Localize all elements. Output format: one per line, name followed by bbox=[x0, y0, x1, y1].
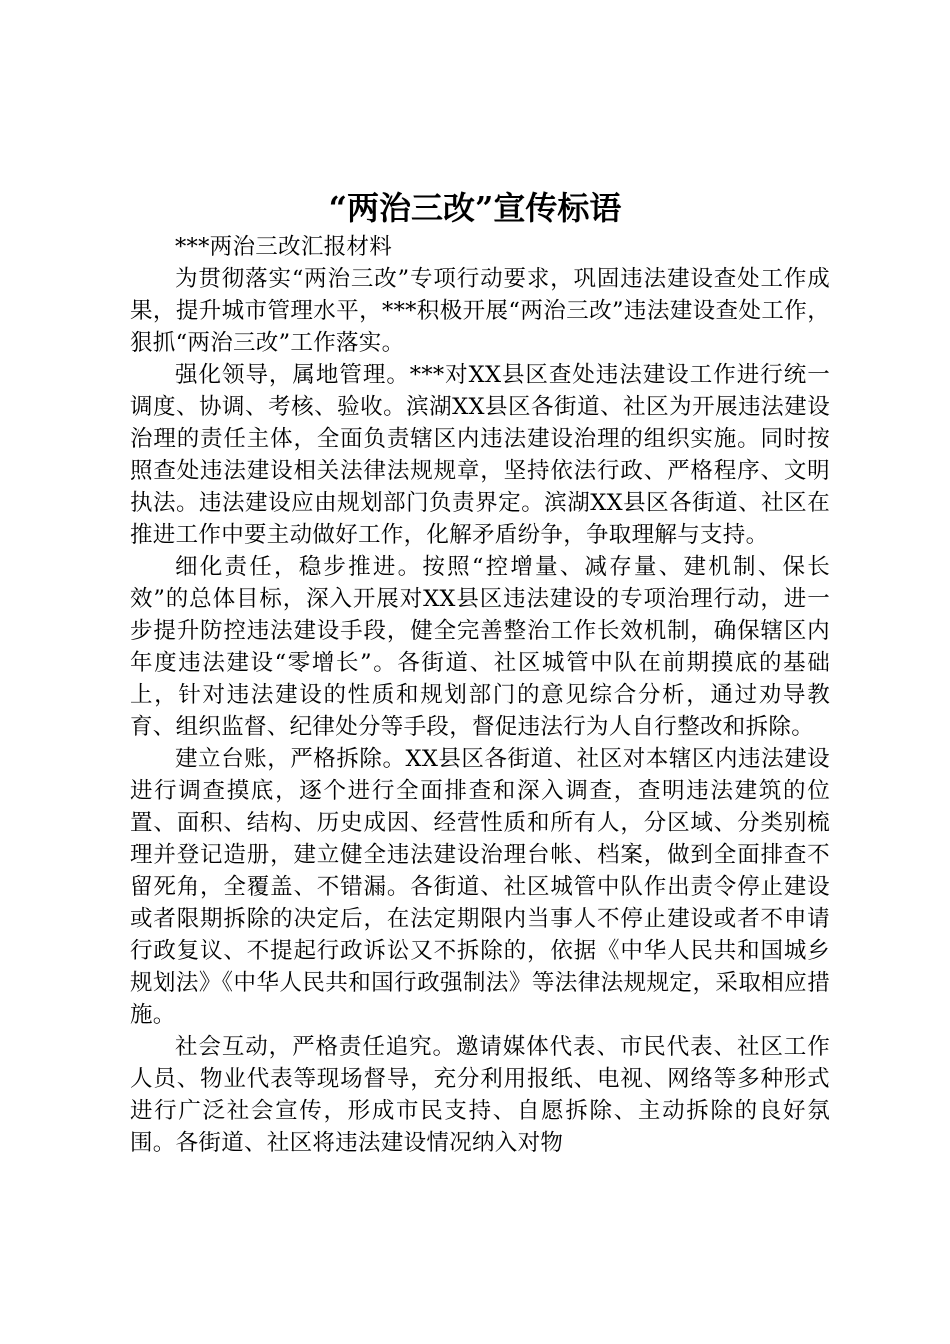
document-body bbox=[130, 231, 830, 1159]
document-title: “两治三改”宣传标语 bbox=[328, 189, 622, 227]
paragraph-responsibility: 细化责任，稳步推进。按照“控增量、减存量、建机制、保长效”的总体目标，深入开展对XX县区违法建设的专项治理行动，进一步提升防控违法建设手段，健全完善整治工作长效机制，确保辖区内年度违法建设“零增长”。各街道、社区城管中队在前期摸底的基础上，针对违法建设的性质和规划部门的意见综合分析，通过劝导教育、组织监督、纪律处分等手段，督促违法行为人自行整改和拆除。 bbox=[130, 554, 830, 740]
paragraph-intro: 为贯彻落实“两治三改”专项行动要求，巩固违法建设查处工作成果，提升城市管理水平，***积极开展“两治三改”违法建设查处工作，狠抓“两治三改”工作落实。 bbox=[130, 266, 830, 356]
document-subheading: ***两治三改汇报材料 bbox=[175, 234, 393, 260]
paragraph-social-interaction: 社会互动，严格责任追究。邀请媒体代表、市民代表、社区工作人员、物业代表等现场督导，充分利用报纸、电视、网络等多种形式进行广泛社会宣传，形成市民支持、自愿拆除、主动拆除的良好氛围。各街道、社区将违法建设情况纳入对物 bbox=[130, 1034, 830, 1156]
paragraph-ledger: 建立台账，严格拆除。XX县区各街道、社区对本辖区内违法建设进行调查摸底，逐个进行全面排查和深入调查，查明违法建筑的位置、面积、结构、历史成因、经营性质和所有人，分区域、分类别梳理并登记造册，建立健全违法建设治理台帐、档案，做到全面排查不留死角，全覆盖、不错漏。各街道、社区城管中队作出责令停止建设或者限期拆除的决定后，在法定期限内当事人不停止建设或者不申请行政复议、不提起行政诉讼又不拆除的，依据《中华人民共和国城乡规划法》《中华人民共和国行政强制法》等法律法规规定，采取相应措施。 bbox=[130, 746, 830, 1028]
paragraph-leadership: 强化领导，属地管理。***对XX县区查处违法建设工作进行统一调度、协调、考核、验收。滨湖XX县区各街道、社区为开展违法建设治理的责任主体，全面负责辖区内违法建设治理的组织实施。同时按照查处违法建设相关法律法规规章，坚持依法行政、严格程序、文明执法。违法建设应由规划部门负责界定。滨湖XX县区各街道、社区在推进工作中要主动做好工作，化解矛盾纷争，争取理解与支持。 bbox=[130, 362, 830, 548]
